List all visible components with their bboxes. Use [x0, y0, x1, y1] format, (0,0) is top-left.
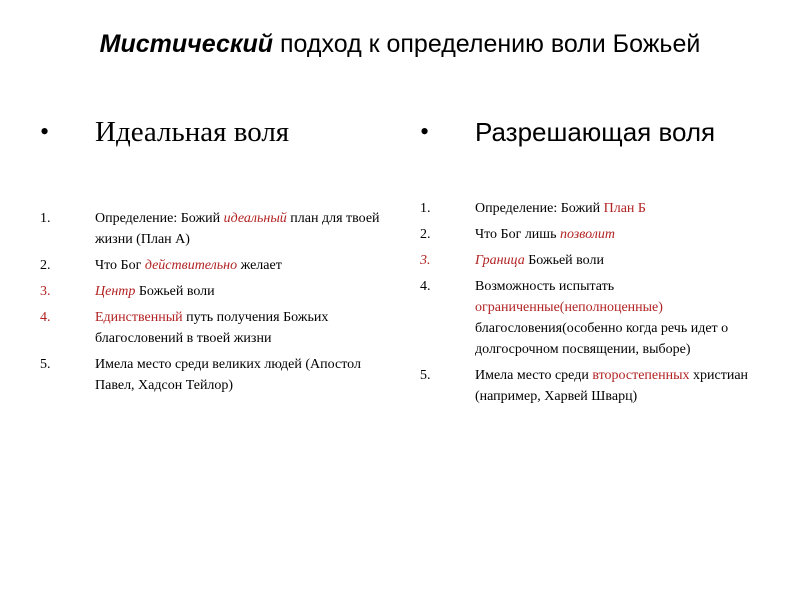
- item-highlight: идеальный: [223, 211, 287, 226]
- ideal-will-column: [40, 112, 400, 393]
- list-item: [420, 198, 780, 219]
- item-number: 3.: [40, 284, 51, 299]
- item-text: Возможность испытать: [475, 279, 615, 294]
- item-text: Имела место среди великих людей (Апостол Павел, Хадсон Тейлор): [95, 357, 361, 393]
- item-highlight: действительно: [144, 258, 238, 273]
- item-text: благословения(особенно когда речь идет о долгосрочном посвящении, выборе): [475, 321, 729, 357]
- item-text: план для твоей жизни (План А): [95, 211, 380, 247]
- item-text: Имела место среди: [475, 368, 593, 383]
- item-number: 3.: [420, 253, 431, 268]
- bullet-icon: •: [40, 117, 50, 146]
- item-text: путь получения Божьих благословений в твоей жизни: [95, 310, 329, 346]
- permissive-will-list: [420, 198, 780, 412]
- item-text: желает: [237, 258, 282, 273]
- list-item: [40, 354, 400, 396]
- slide-title: [0, 28, 800, 60]
- item-text: Божьей воли: [135, 284, 215, 299]
- permissive-will-column: [420, 112, 780, 404]
- list-item: [40, 208, 400, 250]
- item-highlight: Центр: [95, 284, 136, 299]
- item-highlight: Граница: [475, 253, 525, 268]
- item-text: Что Бог лишь: [475, 227, 560, 242]
- slide-title-emphasis: Мистический: [99, 30, 274, 58]
- item-text: Определение: Божий: [475, 201, 604, 216]
- item-text: Божьей воли: [524, 253, 604, 268]
- item-text: Что Бог: [95, 258, 145, 273]
- item-number: 1.: [40, 211, 51, 226]
- item-number: 4.: [420, 279, 431, 294]
- item-highlight: План Б: [603, 201, 646, 216]
- item-number: 2.: [40, 258, 51, 273]
- item-number: 1.: [420, 201, 431, 216]
- permissive-will-heading-text: Разрешающая воля: [475, 117, 716, 147]
- item-highlight: позволит: [559, 227, 616, 242]
- bullet-icon: •: [420, 117, 430, 146]
- ideal-will-list: [40, 208, 400, 401]
- ideal-will-heading: [40, 112, 400, 152]
- list-item: [40, 281, 400, 302]
- item-highlight: второстепенных: [592, 368, 690, 383]
- item-highlight: ограниченные(неполноценные): [475, 300, 663, 315]
- item-number: 5.: [40, 357, 51, 372]
- item-highlight: Единственный: [95, 310, 183, 325]
- item-number: 4.: [40, 310, 51, 325]
- list-item: [420, 224, 780, 245]
- item-number: 2.: [420, 227, 431, 242]
- item-number: 5.: [420, 368, 431, 383]
- list-item: [40, 307, 400, 349]
- ideal-will-heading-text: Идеальная воля: [95, 116, 290, 148]
- item-text: Определение: Божий: [95, 211, 224, 226]
- list-item: [40, 255, 400, 276]
- item-text: христиан (например, Харвей Шварц): [475, 368, 749, 404]
- list-item: [420, 276, 780, 360]
- permissive-will-heading: [420, 112, 780, 152]
- list-item: [420, 365, 780, 407]
- list-item: [420, 250, 780, 271]
- slide-title-rest: подход к определению воли Божьей: [273, 30, 701, 58]
